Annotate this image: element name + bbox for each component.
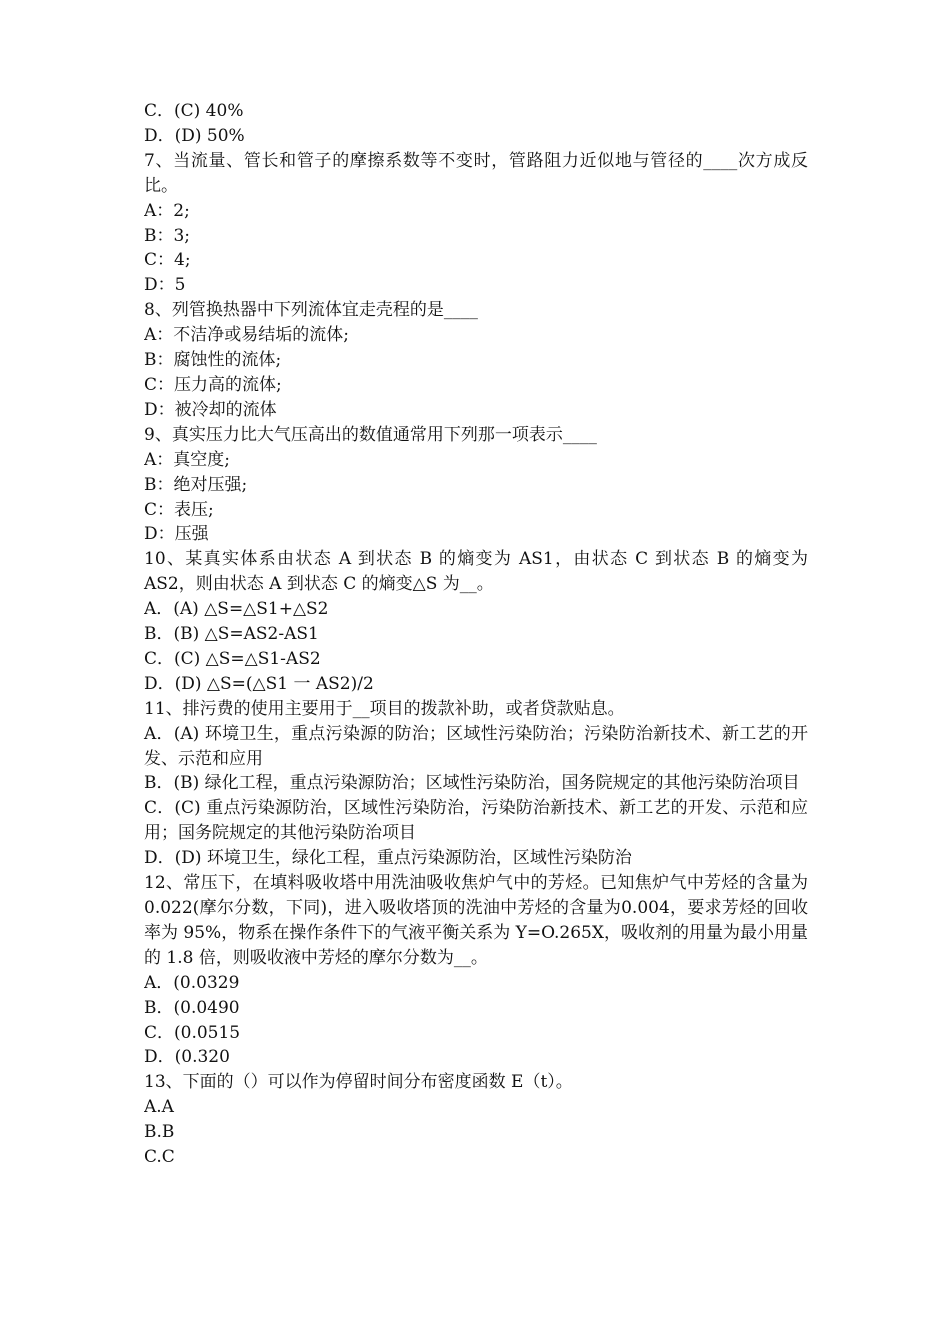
option-line: C：表压;	[144, 499, 214, 520]
option-line: B：绝对压强;	[144, 474, 248, 495]
option-line: C．(C) △S=△S1-AS2	[144, 648, 321, 669]
option-line: A：真空度;	[144, 449, 231, 470]
option-line: C．(C) 40%	[144, 101, 244, 121]
question-11: 11、排污费的使用主要用于__项目的拨款补助，或者贷款贴息。	[144, 698, 625, 719]
option-line: B．(0.0490	[144, 997, 240, 1018]
option-line: A.A	[144, 1097, 174, 1118]
question-9: 9、真实压力比大气压高出的数值通常用下列那一项表示____	[144, 424, 597, 445]
option-line: B：3;	[144, 225, 191, 246]
option-paragraph: C．(C) 重点污染源防治，区域性污染防治，污染防治新技术、新工艺的开发、示范和应用；国务院规定的其他污染防治项目	[144, 798, 808, 844]
question-8: 8、列管换热器中下列流体宜走壳程的是____	[144, 300, 478, 321]
option-line: C：压力高的流体;	[144, 374, 282, 395]
option-line: A：2;	[144, 200, 190, 221]
option-line: B.B	[144, 1122, 175, 1143]
option-line: D：被冷却的流体	[144, 399, 277, 420]
question-12: 12、常压下，在填料吸收塔中用洗油吸收焦炉气中的芳烃。已知焦炉气中芳烃的含量为 0.022(摩尔分数，下同)，进入吸收塔顶的洗油中芳烃的含量为0.004，要求芳烃的回收率为 95%，物系在操作条件下的气液平衡关系为 Y=O.265X，吸收剂的用量为最小用量的 1.8 倍，则吸收液中芳烃的摩尔分数为__。	[144, 873, 808, 968]
option-line: C．(0.0515	[144, 1022, 241, 1043]
document-body	[144, 99, 808, 1170]
option-line: C.C	[144, 1147, 175, 1168]
question-7: 7、当流量、管长和管子的摩擦系数等不变时，管路阻力近似地与管径的____次方成反比。	[144, 150, 808, 196]
option-line: C：4;	[144, 250, 191, 271]
question-13: 13、下面的（）可以作为停留时间分布密度函数 E（t）。	[144, 1072, 573, 1093]
option-line: B：腐蚀性的流体;	[144, 350, 282, 371]
option-line: A：不洁净或易结垢的流体;	[144, 325, 350, 346]
option-line: D．(D) △S=(△S1 一 AS2)/2	[144, 673, 374, 694]
option-line: A．(0.0329	[144, 972, 240, 993]
option-line: D．(D) 环境卫生，绿化工程，重点污染源防治，区域性污染防治	[144, 848, 632, 869]
option-line: D．(D) 50%	[144, 125, 245, 146]
question-10: 10、某真实体系由状态 A 到状态 B 的熵变为 AS1，由状态 C 到状态 B 的熵变为 AS2，则由状态 A 到状态 C 的熵变△S 为__。	[144, 549, 808, 595]
option-line: D：5	[144, 275, 186, 296]
option-line: D．(0.320	[144, 1047, 230, 1068]
option-line: B．(B) △S=AS2-AS1	[144, 624, 319, 645]
option-paragraph: B．(B) 绿化工程，重点污染源防治；区域性污染防治，国务院规定的其他污染防治项目	[144, 773, 800, 794]
option-paragraph: A．(A) 环境卫生，重点污染源的防治；区域性污染防治；污染防治新技术、新工艺的开发、示范和应用	[144, 723, 808, 769]
option-line: D：压强	[144, 524, 209, 545]
option-line: A．(A) △S=△S1+△S2	[144, 599, 329, 620]
